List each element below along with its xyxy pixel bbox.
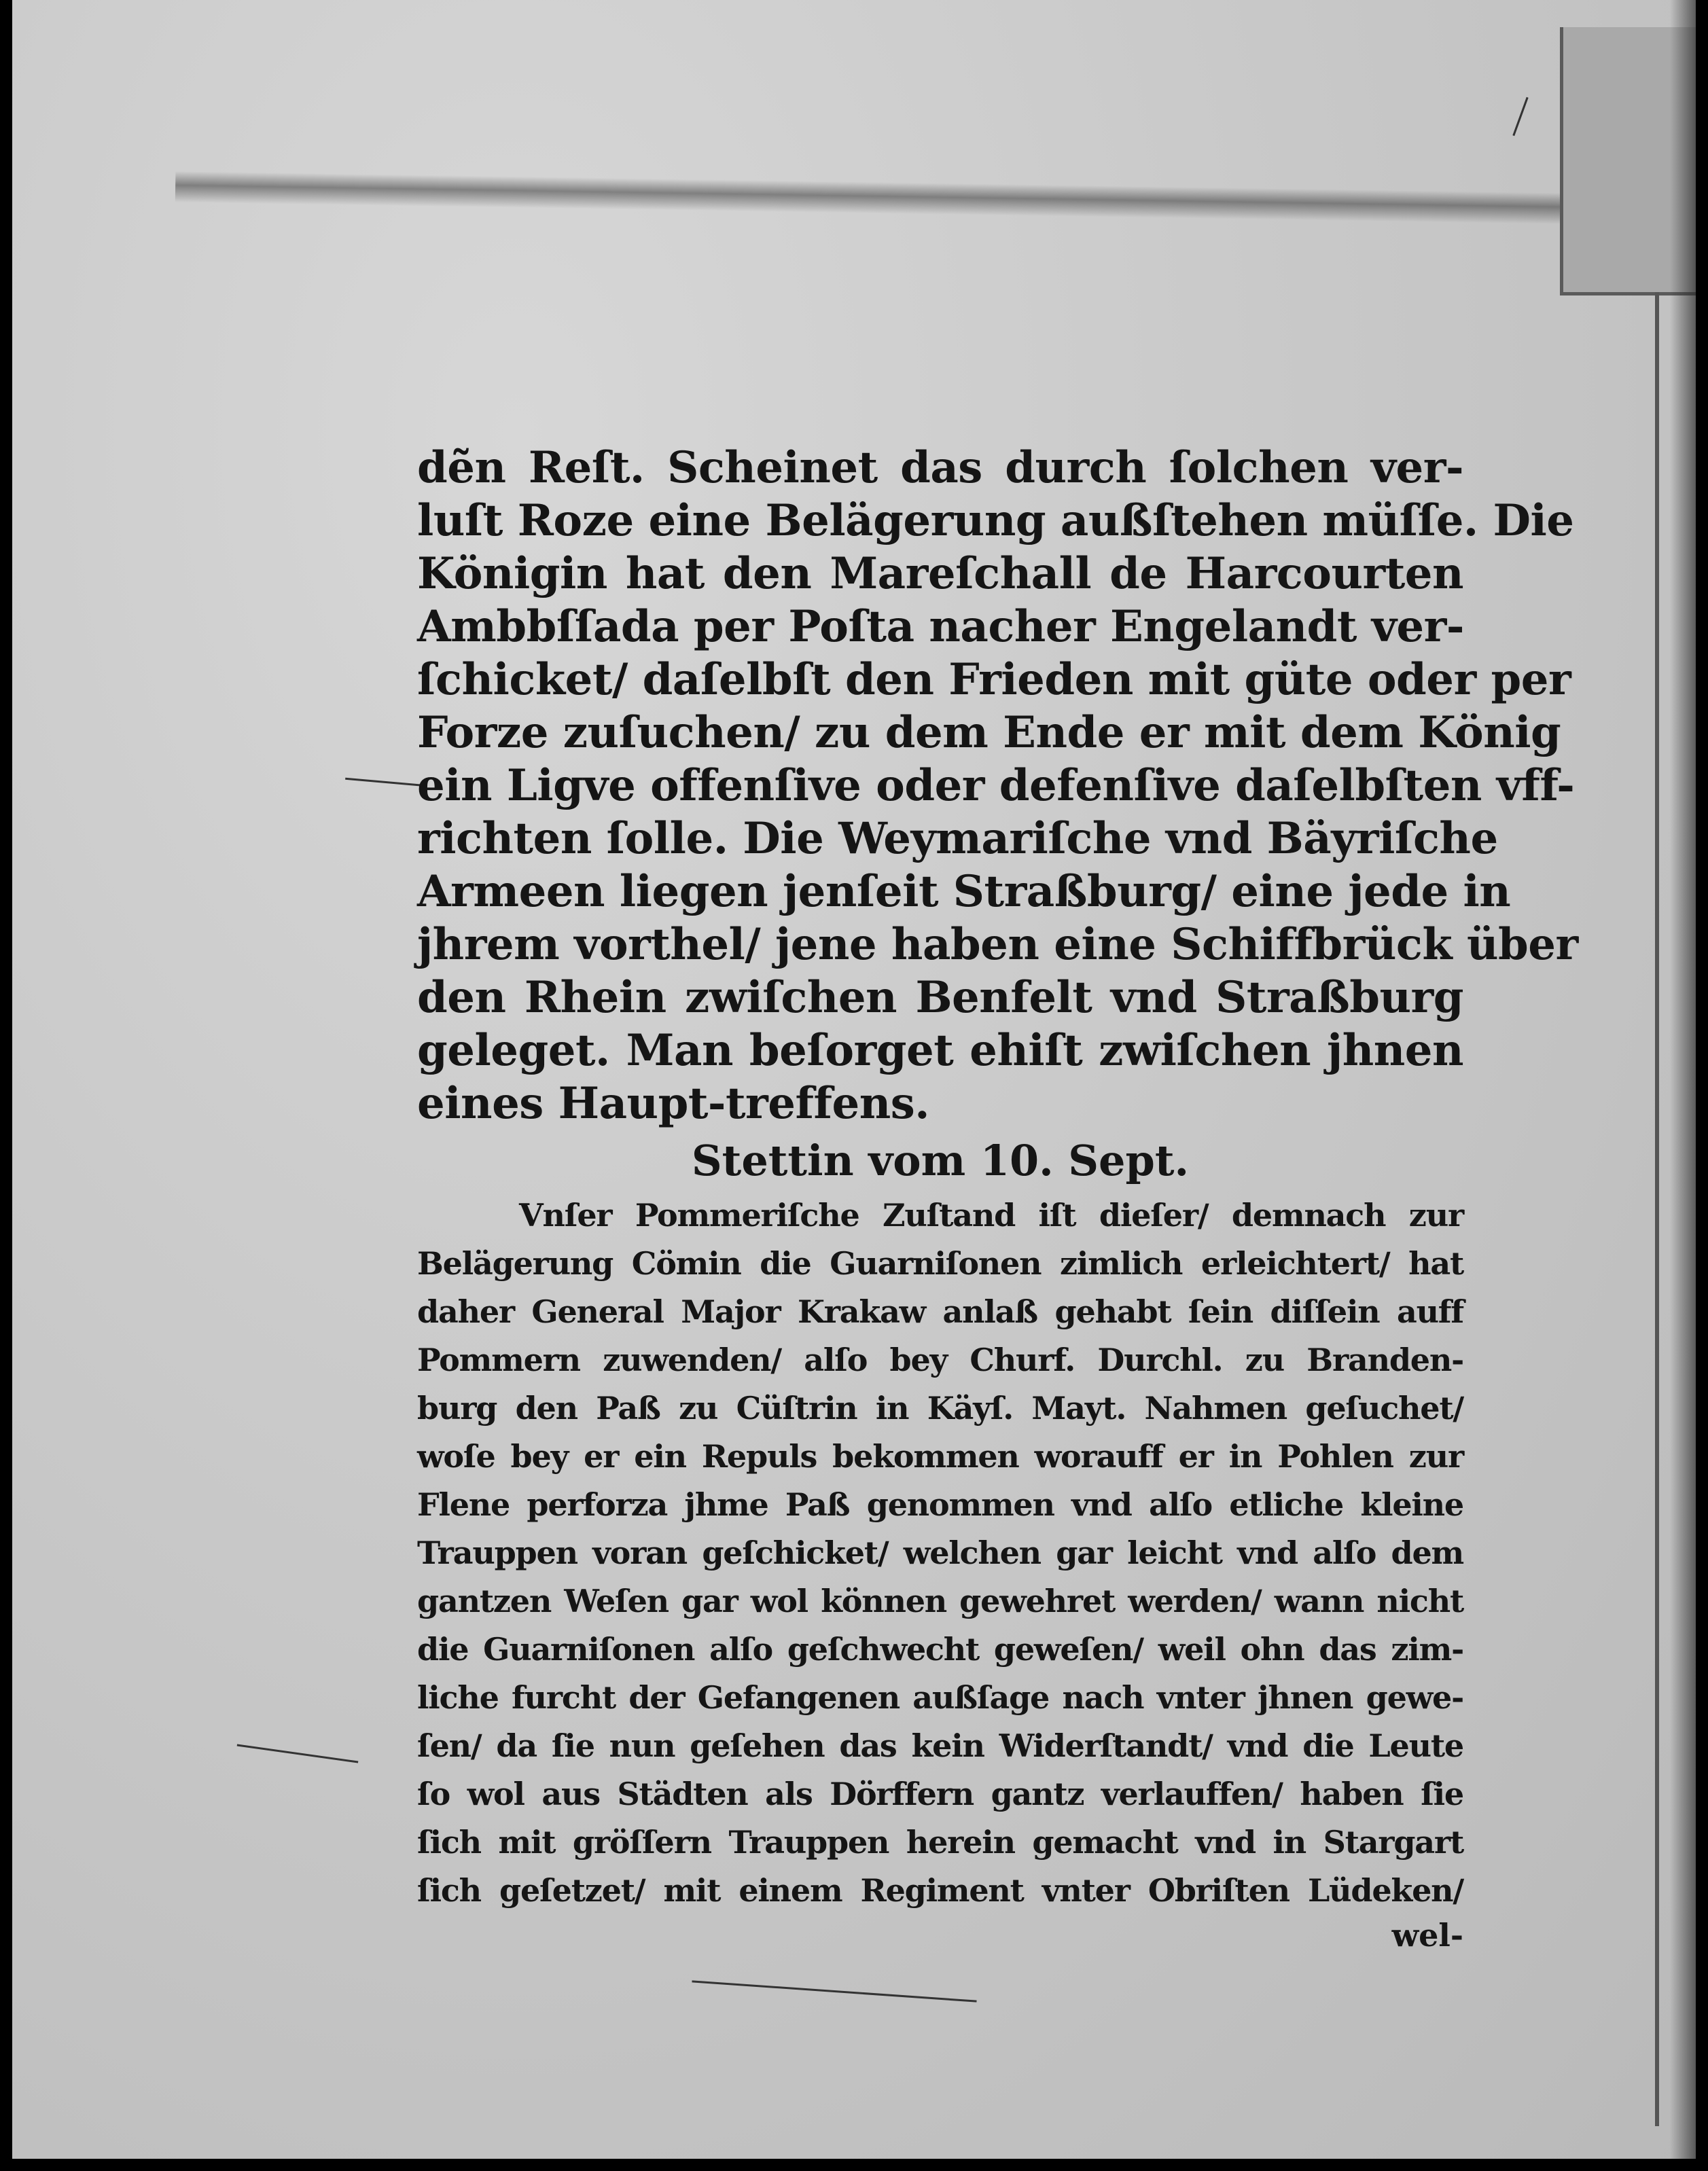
text-line: woſe bey er ein Repuls bekommen worauff er in Pohlen zur <box>417 1438 1463 1475</box>
text-line: burg den Paß zu Cüſtrin in Käyſ. Mayt. Nahmen geſuchet/ <box>417 1390 1463 1427</box>
scratch-mark <box>345 778 427 787</box>
text-line: luſt Roze eine Belägerung außſtehen müſſe. Die <box>417 495 1574 546</box>
text-line: ein Ligve offenſive oder defenſive daſelbſten vff- <box>417 760 1575 811</box>
paper-sheet <box>12 0 1696 2159</box>
main-paragraph <box>417 442 1578 1130</box>
text-line: ſchicket/ daſelbſt den Frieden mit güte oder per <box>417 654 1571 705</box>
text-line: Flene perforza jhme Paß genommen vnd alſo etliche kleine <box>417 1486 1463 1523</box>
binding-shadow <box>1670 0 1696 2159</box>
text-line: ſen/ da ſie nun geſehen das kein Widerſtandt/ vnd die Leute <box>417 1727 1463 1764</box>
text-line: ſich geſetzet/ mit einem Regiment vnter Obriſten Lüdeken/ <box>417 1872 1463 1909</box>
text-line: eines Haupt-treffens. <box>417 1078 930 1129</box>
text-line: geleget. Man beſorget ehiſt zwiſchen jhnen <box>417 1025 1463 1076</box>
text-line: richten ſolle. Die Weymariſche vnd Bäyriſche <box>417 813 1498 864</box>
text-line: ſo wol aus Städten als Dörffern gantz verlauffen/ haben ſie <box>417 1776 1463 1812</box>
scratch-mark <box>237 1744 359 1763</box>
text-line: Ambbſſada per Poſta nacher Engelandt ver- <box>417 601 1464 652</box>
text-line: den Rhein zwiſchen Benfelt vnd Straßburg <box>417 972 1463 1023</box>
text-line: Trauppen voran geſchicket/ welchen gar leicht vnd alſo dem <box>417 1535 1463 1571</box>
text-line: gantzen Weſen gar wol können gewehret werden/ wann nicht <box>417 1583 1463 1619</box>
page-edge-line <box>1655 292 1659 2126</box>
text-line: Königin hat den Mareſchall de Harcourten <box>417 548 1463 599</box>
text-line: Pommern zuwenden/ alſo bey Churf. Durchl. zu Branden- <box>417 1342 1463 1378</box>
scratch-mark <box>1512 97 1528 136</box>
section-paragraph <box>417 1191 1463 1915</box>
text-line: Belägerung Cömin die Guarniſonen zimlich erleichtert/ hat <box>417 1245 1463 1282</box>
catchword: wel- <box>1391 1917 1463 1954</box>
fold-crease <box>175 171 1568 224</box>
text-line: ſich mit gröſſern Trauppen herein gemacht vnd in Stargart <box>417 1824 1463 1861</box>
text-line: jhrem vorthel/ jene haben eine Schiffbrück über <box>417 919 1578 970</box>
text-line: Vnſer Pommeriſche Zuſtand iſt dieſer/ demnach zur <box>519 1197 1463 1234</box>
text-line: die Guarniſonen alſo geſchwecht geweſen/ weil ohn das zim- <box>417 1631 1463 1668</box>
text-line: Armeen liegen jenſeit Straßburg/ eine jede in <box>417 866 1511 917</box>
text-line: liche furcht der Gefangenen außſage nach vnter jhnen gewe- <box>417 1679 1463 1716</box>
text-line: daher General Major Krakaw anlaß gehabt ſein diſſein auff <box>417 1293 1463 1330</box>
text-line: dẽn Reſt. Scheinet das durch ſolchen ver- <box>417 442 1463 493</box>
section-heading: Stettin vom 10. Sept. <box>691 1136 1190 1185</box>
text-line: Forze zuſuchen/ zu dem Ende er mit dem König <box>417 707 1561 758</box>
scratch-mark <box>692 1980 976 2002</box>
document-text <box>417 442 1578 1956</box>
